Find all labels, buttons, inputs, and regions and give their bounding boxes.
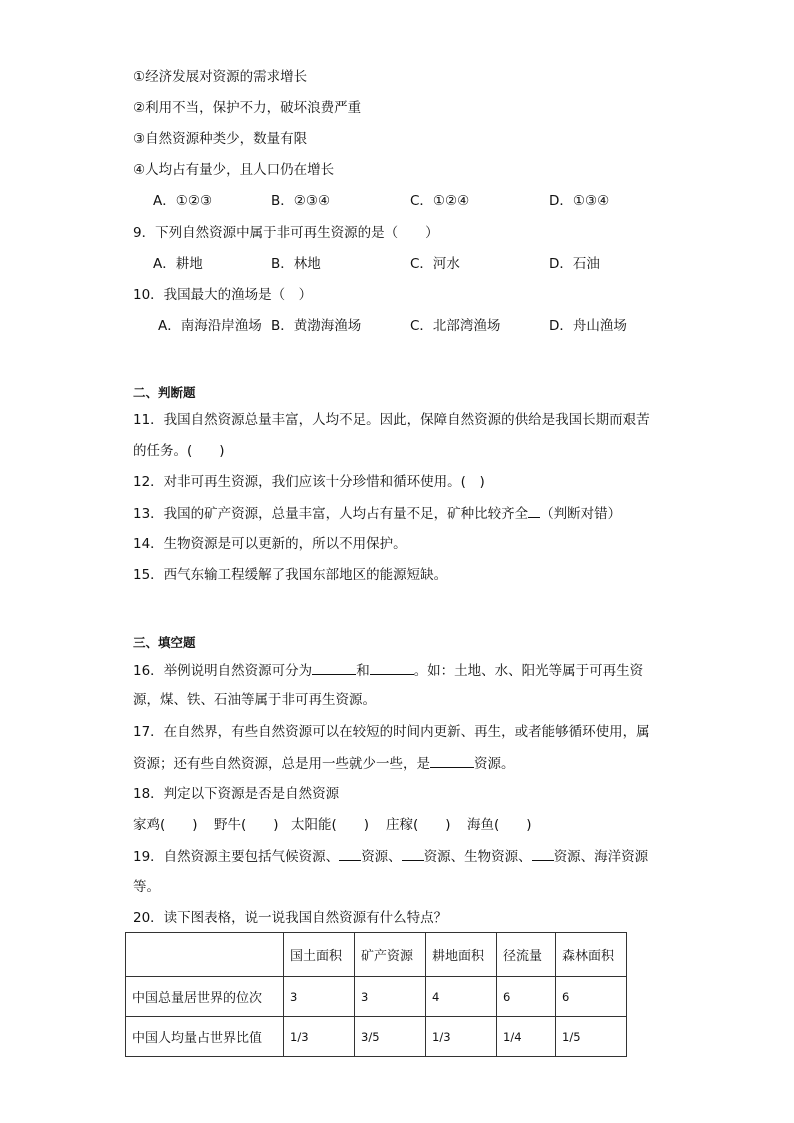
table-row-label: 中国总量居世界的位次 [126, 977, 284, 1017]
q17-line-1: 17．在自然界，有些自然资源可以在较短的时间内更新、再生，或者能够循环使用，属 [133, 724, 650, 740]
q17-text-2: 资源。 [474, 756, 515, 772]
q8-options [0, 192, 794, 210]
q17-line-2 [133, 754, 515, 773]
q18-item-4: 庄稼( ) [386, 817, 451, 833]
table-header-cell: 径流量 [497, 933, 556, 977]
q9-stem: 9．下列自然资源中属于非可再生资源的是（ ） [133, 225, 439, 241]
q8-item-1: ①经济发展对资源的需求增长 [133, 69, 308, 85]
q8-option-d: D．①③④ [549, 193, 610, 209]
q10-option-b: B．黄渤海渔场 [271, 318, 362, 334]
table-header-cell [126, 933, 284, 977]
q19-text-2: 资源、 [361, 849, 402, 865]
q16-text-3: 。如：土地、水、阳光等属于可再生资 [413, 663, 644, 679]
q17-text-1: 资源；还有些自然资源，总是用一些就少一些，是 [133, 756, 430, 772]
table-cell: 1/5 [556, 1017, 627, 1057]
q19-text-1: 19．自然资源主要包括气候资源、 [133, 849, 340, 865]
q16-text-2: 和 [356, 663, 370, 679]
table-row [126, 977, 627, 1017]
table-cell: 6 [497, 977, 556, 1017]
q19-blank-3[interactable] [532, 847, 554, 861]
q16-blank-2[interactable] [370, 661, 414, 675]
q13-blank[interactable] [528, 504, 540, 518]
q9-options [0, 255, 794, 273]
q18-item-5: 海鱼( ) [467, 817, 532, 833]
q18-item-1: 家鸡( ) [133, 817, 198, 833]
q16-line-1 [133, 661, 643, 680]
table-cell: 1/3 [284, 1017, 355, 1057]
table-header-cell: 森林面积 [556, 933, 627, 977]
table-cell: 6 [556, 977, 627, 1017]
table-cell: 3 [284, 977, 355, 1017]
q10-option-d: D．舟山渔场 [549, 318, 627, 334]
q13-text: 13．我国的矿产资源，总量丰富，人均占有量不足，矿种比较齐全 [133, 506, 529, 522]
q8-item-4: ④人均占有量少，且人口仍在增长 [133, 162, 335, 178]
q17-blank[interactable] [430, 754, 474, 768]
table-cell: 3/5 [355, 1017, 426, 1057]
q20-stem: 20．读下图表格，说一说我国自然资源有什么特点？ [133, 910, 448, 926]
table-row-label: 中国人均量占世界比值 [126, 1017, 284, 1057]
resource-table [125, 932, 627, 1057]
table-row [126, 1017, 627, 1057]
q18-stem: 18．判定以下资源是否是自然资源 [133, 786, 340, 802]
q10-stem: 10．我国最大的渔场是（ ） [133, 287, 313, 303]
q16-blank-1[interactable] [312, 661, 356, 675]
table-cell: 3 [355, 977, 426, 1017]
q19-blank-2[interactable] [402, 847, 424, 861]
section-title-judgment: 二、判断题 [133, 385, 196, 400]
q9-option-b: B．林地 [271, 256, 321, 272]
q8-option-c: C．①②④ [410, 193, 470, 209]
q14: 14．生物资源是可以更新的，所以不用保护。 [133, 536, 407, 552]
q19-line-2: 等。 [133, 879, 160, 895]
q10-option-c: C．北部湾渔场 [410, 318, 501, 334]
q19-line-1 [133, 847, 648, 866]
q8-item-3: ③自然资源种类少，数量有限 [133, 131, 308, 147]
q15: 15．西气东输工程缓解了我国东部地区的能源短缺。 [133, 567, 448, 583]
q13-suffix: （判断对错） [540, 506, 622, 522]
q8-item-2: ②利用不当，保护不力，破坏浪费严重 [133, 100, 362, 116]
table-cell: 1/4 [497, 1017, 556, 1057]
q8-option-b: B．②③④ [271, 193, 331, 209]
table-cell: 1/3 [426, 1017, 497, 1057]
q8-option-a: A．①②③ [153, 193, 213, 209]
table-header-row [126, 933, 627, 977]
q16-line-2: 源，煤、铁、石油等属于非可再生资源。 [133, 692, 376, 708]
q9-option-a: A．耕地 [153, 256, 203, 272]
q18-items [0, 816, 794, 834]
q18-item-3: 太阳能( ) [291, 817, 370, 833]
q19-blank-1[interactable] [339, 847, 361, 861]
q11-line-2: 的任务。( ) [133, 443, 225, 459]
table-cell: 4 [426, 977, 497, 1017]
q12: 12．对非可再生资源，我们应该十分珍惜和循环使用。( ) [133, 474, 485, 490]
q19-text-4: 资源、海洋资源 [553, 849, 649, 865]
q13 [133, 504, 621, 523]
q9-option-c: C．河水 [410, 256, 460, 272]
q11-line-1: 11．我国自然资源总量丰富，人均不足。因此，保障自然资源的供给是我国长期而艰苦 [133, 412, 650, 428]
q9-option-d: D．石油 [549, 256, 600, 272]
q16-text-1: 16．举例说明自然资源可分为 [133, 663, 313, 679]
q10-option-a: A．南海沿岸渔场 [158, 318, 262, 334]
section-title-fill: 三、填空题 [133, 635, 196, 650]
q10-options [0, 317, 794, 335]
table-header-cell: 国土面积 [284, 933, 355, 977]
table-header-cell: 耕地面积 [426, 933, 497, 977]
q19-text-3: 资源、生物资源、 [423, 849, 532, 865]
table-header-cell: 矿产资源 [355, 933, 426, 977]
q18-item-2: 野牛( ) [214, 817, 279, 833]
